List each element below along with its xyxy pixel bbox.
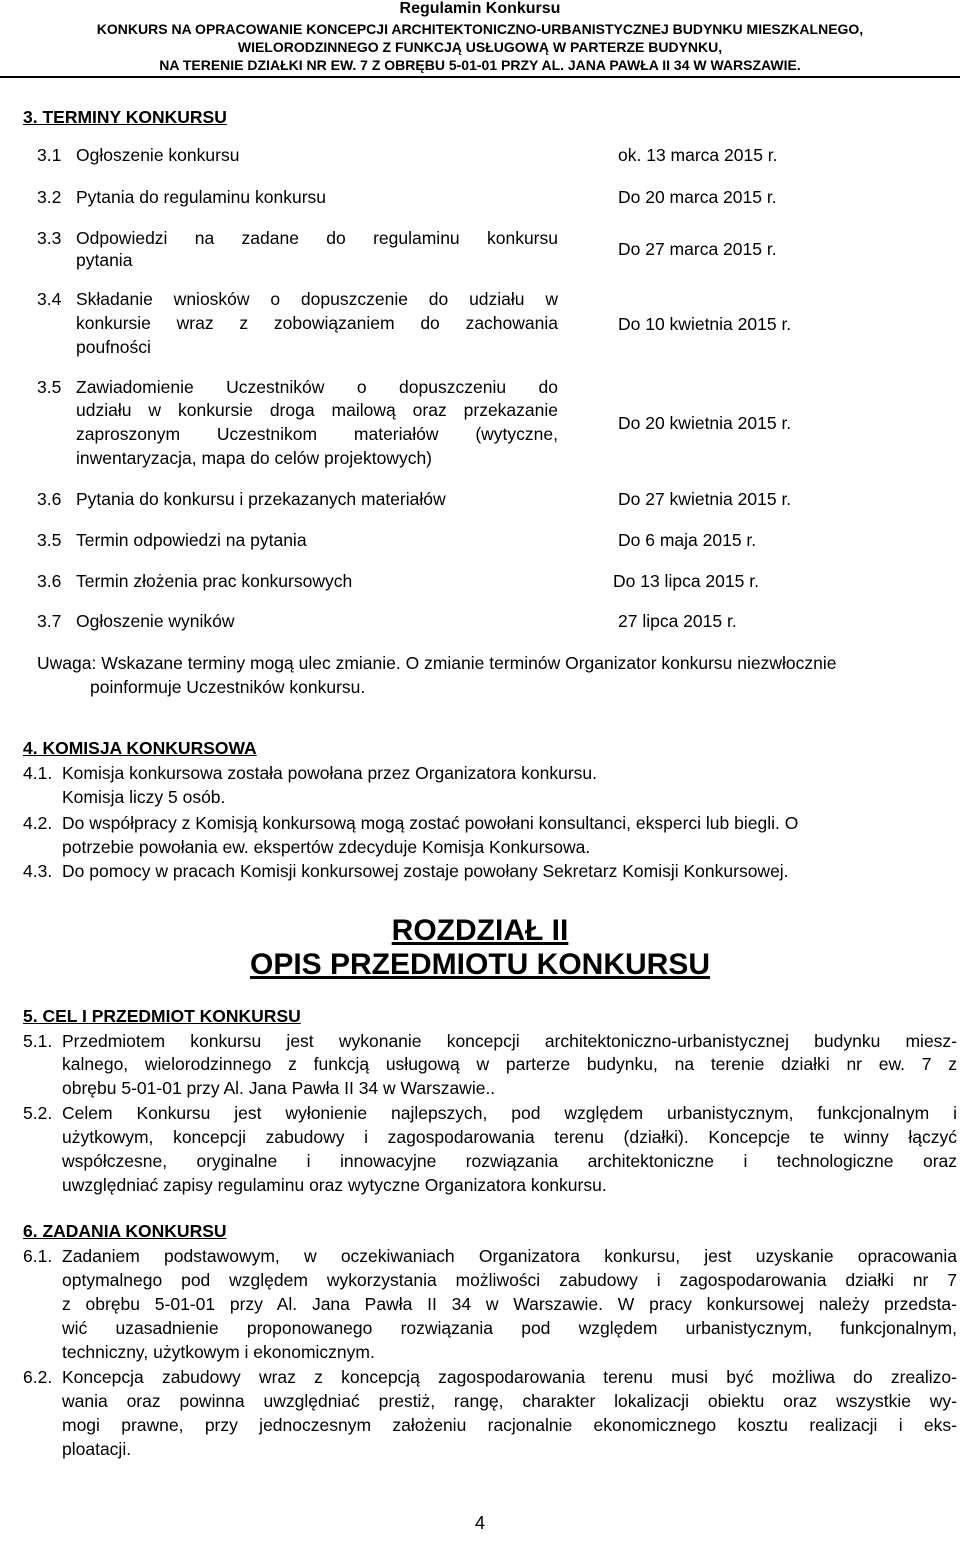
term-text: Pytania do konkursu i przekazanych materiałów	[76, 489, 446, 509]
term-text-line: konkursie wraz z zobowiązaniem do zachowania	[76, 313, 558, 333]
clause-line: Komisja liczy 5 osób.	[62, 787, 226, 807]
clause-line: z obrębu 5-01-01 przy Al. Jana Pawła II 34 w Warszawie. W pracy konkursowej należy przedsta-	[62, 1294, 957, 1314]
section-6-heading: 6. ZADANIA KONKURSU	[23, 1221, 227, 1241]
term-date: Do 10 kwietnia 2015 r.	[618, 314, 792, 334]
term-text-line: poufności	[76, 337, 151, 357]
clause-line: wić uzasadnienie proponowanego rozwiązania pod względem urbanistycznym, funkcjonalnym,	[62, 1318, 957, 1338]
clause-line: Przedmiotem konkursu jest wykonanie koncepcji architektoniczno-urbanistycznej budynku miesz-	[62, 1031, 957, 1051]
term-number: 3.1	[37, 145, 62, 165]
term-date: Do 27 marca 2015 r.	[618, 239, 777, 259]
clause-line: mogi prawne, przy jednoczesnym założeniu racjonalnie ekonomicznego kosztu realizacji i eks-	[62, 1415, 957, 1435]
clause-line: potrzebie powołania ew. ekspertów zdecyduje Komisja Konkursowa.	[62, 837, 591, 857]
document-title: Regulamin Konkursu	[399, 0, 561, 17]
clause-line: Do współpracy z Komisją konkursową mogą zostać powołani konsultanci, eksperci lub biegli. O	[62, 813, 799, 833]
term-date: Do 20 kwietnia 2015 r.	[618, 413, 792, 433]
term-text: Ogłoszenie wyników	[76, 611, 235, 631]
header-line-3: NA TERENIE DZIAŁKI NR EW. 7 Z OBRĘBU 5-01-01 PRZY AL. JANA PAWŁA II 34 W WARSZAWIE.	[159, 57, 801, 73]
section-4-heading: 4. KOMISJA KONKURSOWA	[23, 738, 257, 758]
chapter-title: ROZDZIAŁ II	[391, 914, 569, 947]
term-date: Do 6 maja 2015 r.	[618, 530, 757, 550]
clause-number: 6.2.	[23, 1367, 53, 1387]
clause-line: Do pomocy w pracach Komisji konkursowej zostaje powołany Sekretarz Komisji Konkursowej.	[62, 861, 789, 881]
term-text-line: pytania	[76, 250, 133, 270]
term-text-line: Odpowiedzi na zadane do regulaminu konkursu	[76, 228, 558, 248]
clause-line: ploatacji.	[62, 1439, 132, 1459]
clause-line: optymalnego pod względem wykorzystania możliwości zabudowy i zagospodarowania działki nr 7	[62, 1270, 957, 1290]
term-text: Ogłoszenie konkursu	[76, 145, 240, 165]
clause-number: 4.3.	[23, 861, 53, 881]
clause-number: 5.1.	[23, 1031, 53, 1051]
term-number: 3.5	[37, 377, 62, 397]
header-divider	[0, 76, 960, 78]
term-number: 3.2	[37, 187, 62, 207]
term-number: 3.6	[37, 571, 62, 591]
term-number: 3.3	[37, 228, 62, 248]
clause-line: użytkowym, koncepcji zabudowy i zagospodarowania terenu (działki). Koncepcje te winny łączyć	[62, 1127, 957, 1147]
clause-line: obrębu 5-01-01 przy Al. Jana Pawła II 34 w Warszawie..	[62, 1078, 496, 1098]
term-date: 27 lipca 2015 r.	[618, 611, 737, 631]
term-text-line: zaproszonym Uczestnikom materiałów (wytyczne,	[76, 424, 558, 444]
clause-number: 5.2.	[23, 1103, 53, 1123]
clause-line: współczesne, oryginalne i innowacyjne rozwiązania architektoniczne i technologiczne oraz	[62, 1151, 957, 1171]
term-text: Pytania do regulaminu konkursu	[76, 187, 327, 207]
terms-note: Uwaga: Wskazane terminy mogą ulec zmianie. O zmianie terminów Organizator konkursu niezwłocznie	[37, 653, 837, 673]
term-date: Do 20 marca 2015 r.	[618, 187, 777, 207]
clause-line: wania oraz powinna uwzględniać prestiż, rangę, charakter lokalizacji obiektu oraz wszystkie wy-	[62, 1391, 957, 1411]
clause-number: 4.1.	[23, 763, 53, 783]
clause-line: Zadaniem podstawowym, w oczekiwaniach Organizatora konkursu, jest uzyskanie opracowania	[62, 1246, 957, 1266]
term-number: 3.4	[37, 289, 62, 309]
term-text: Termin złożenia prac konkursowych	[76, 571, 353, 591]
clause-number: 6.1.	[23, 1246, 53, 1266]
header-line-2: WIELORODZINNEGO Z FUNKCJĄ USŁUGOWĄ W PARTERZE BUDYNKU,	[237, 39, 723, 55]
term-date: ok. 13 marca 2015 r.	[618, 145, 778, 165]
clause-line: kalnego, wielorodzinnego z funkcją usługową w parterze budynku, na terenie działki nr ew. 7 z	[62, 1054, 957, 1074]
section-3-heading: 3. TERMINY KONKURSU	[23, 107, 227, 127]
term-text-line: udziału w konkursie droga mailową oraz przekazanie	[76, 400, 558, 420]
term-number: 3.6	[37, 489, 62, 509]
term-text-line: inwentaryzacja, mapa do celów projektowych)	[76, 448, 432, 468]
term-text-line: Zawiadomienie Uczestników o dopuszczeniu do	[76, 377, 558, 397]
clause-number: 4.2.	[23, 813, 53, 833]
clause-line: Komisja konkursowa została powołana przez Organizatora konkursu.	[62, 763, 597, 783]
term-number: 3.7	[37, 611, 62, 631]
clause-line: techniczny, użytkowym i ekonomicznym.	[62, 1342, 375, 1362]
header-line-1: KONKURS NA OPRACOWANIE KONCEPCJI ARCHITEKTONICZNO-URBANISTYCZNEJ BUDYNKU MIESZKALNEGO,	[96, 21, 864, 37]
term-date: Do 27 kwietnia 2015 r.	[618, 489, 792, 509]
clause-line: Koncepcja zabudowy wraz z koncepcją zagospodarowania terenu musi być możliwa do zrealizo-	[62, 1367, 957, 1387]
term-date: Do 13 lipca 2015 r.	[613, 571, 759, 591]
clause-line: uwzględniać zapisy regulaminu oraz wytyczne Organizatora konkursu.	[62, 1175, 607, 1195]
chapter-subtitle: OPIS PRZEDMIOTU KONKURSU	[249, 948, 711, 981]
clause-line: Celem Konkursu jest wyłonienie najlepszych, pod względem urbanistycznym, funkcjonalnym i	[62, 1103, 957, 1123]
section-5-heading: 5. CEL I PRZEDMIOT KONKURSU	[23, 1006, 301, 1026]
term-text: Termin odpowiedzi na pytania	[76, 530, 307, 550]
term-number: 3.5	[37, 530, 62, 550]
terms-note-continued: poinformuje Uczestników konkursu.	[90, 677, 366, 697]
page-number: 4	[474, 1513, 485, 1533]
term-text-line: Składanie wniosków o dopuszczenie do udziału w	[76, 289, 558, 309]
